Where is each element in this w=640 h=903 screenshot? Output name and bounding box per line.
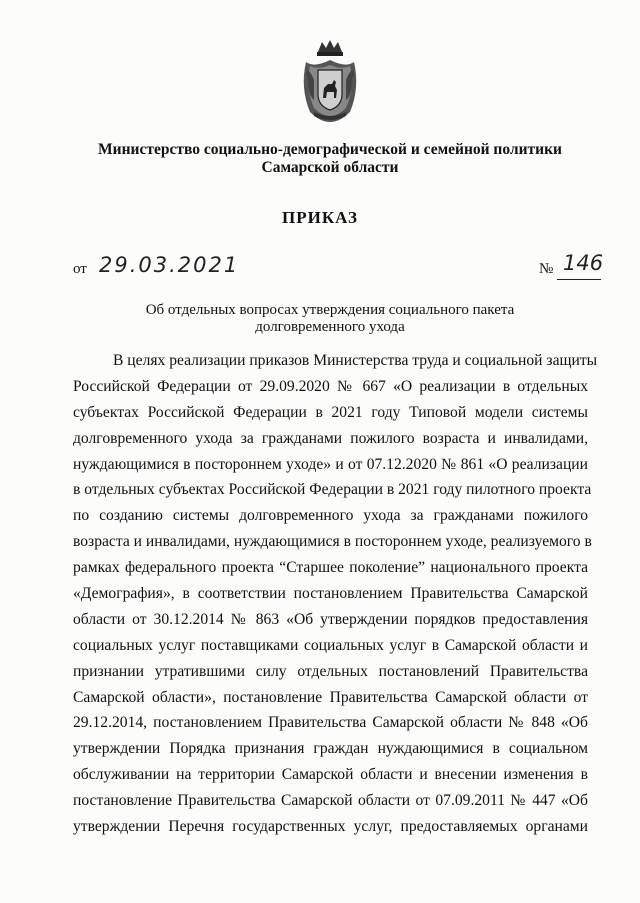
number-prefix: №: [539, 261, 554, 277]
ministry-name: [60, 141, 600, 177]
body-line: долговременного ухода за гражданами пожилого возраста и инвалидами,: [73, 429, 588, 447]
subject-line-2: долговременного ухода: [255, 319, 405, 335]
ministry-line-2: Самарской области: [261, 159, 399, 176]
handwritten-date: 29.03.2021: [99, 253, 240, 277]
order-subject: [60, 302, 600, 336]
body-paragraph: [73, 348, 598, 840]
body-line: В целях реализации приказов Министерства труда и социальной защиты: [113, 352, 598, 369]
body-line: нуждающимися в постороннем уходе» и от 07.12.2020 № 861 «О реализации: [73, 455, 588, 473]
body-line: обслуживании на территории Самарской области и внесении изменения в: [73, 766, 588, 784]
body-line: 29.12.2014, постановлением Правительства Самарской области № 848 «Об: [73, 714, 588, 732]
subject-line-1: Об отдельных вопросах утверждения социального пакета: [145, 302, 515, 318]
body-line: социальных услуг поставщиками социальных услуг в Самарской области и: [73, 636, 588, 654]
document-title: ПРИКАЗ: [282, 208, 358, 227]
body-line: возраста и инвалидами, нуждающимися в постороннем уходе, реализуемого в: [73, 533, 592, 551]
body-line: Российской Федерации от 29.09.2020 № 667 «О реализации в отдельных: [73, 377, 588, 395]
body-line: области от 30.12.2014 № 863 «Об утверждении порядков предоставления: [73, 610, 588, 628]
handwritten-number: 146: [563, 251, 604, 275]
body-line: признании утратившими силу отдельных постановлений Правительства: [73, 662, 588, 680]
ministry-line-1: Министерство социально-демографической и семейной политики: [98, 141, 562, 158]
number-underline: [557, 279, 601, 280]
body-line: постановление Правительства Самарской области от 07.09.2011 № 447 «Об: [73, 792, 588, 810]
date-prefix: от: [73, 261, 87, 277]
body-line: «Демография», в соответствии постановлением Правительства Самарской: [73, 585, 588, 603]
body-line: в отдельных субъектах Российской Федерации в 2021 году пилотного проекта: [73, 481, 592, 499]
body-line: утверждении Порядка признания граждан нуждающимися в социальном: [73, 740, 588, 758]
date-number-row: [73, 251, 604, 285]
body-line: Самарской области», постановление Правительства Самарской области от: [73, 688, 588, 706]
body-line: субъектах Российской Федерации в 2021 году Типовой модели системы: [73, 403, 588, 421]
body-line: по созданию системы долговременного ухода за гражданами пожилого: [73, 507, 588, 525]
body-line: рамках федерального проекта “Старшее поколение” национального проекта: [73, 559, 588, 577]
coat-of-arms-icon: [296, 38, 364, 124]
body-line: утверждении Перечня государственных услуг, предоставляемых органами: [73, 818, 588, 836]
